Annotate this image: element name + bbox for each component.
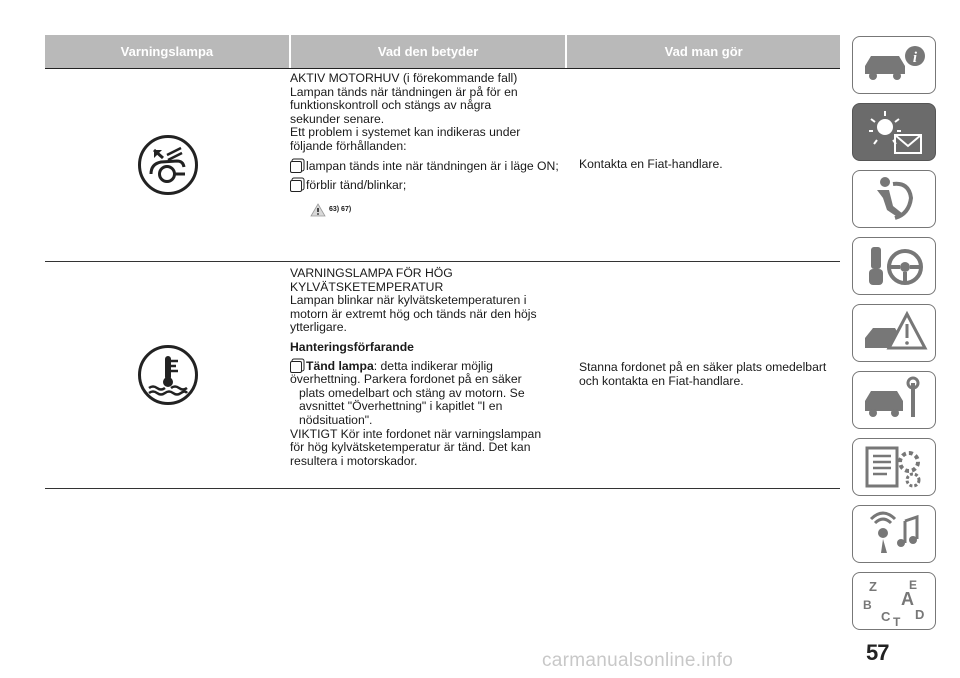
procedure-heading: Hanteringsförfarande: [290, 339, 414, 354]
index-letter: D: [915, 607, 925, 622]
icon-cell: [45, 262, 290, 488]
active-bonnet-warning-icon: [137, 134, 199, 196]
meaning-cell: [290, 262, 566, 488]
list-item: [290, 360, 566, 374]
coolant-temperature-icon: [137, 344, 199, 406]
text-line: funktionskontroll och stängs av några: [290, 98, 492, 113]
text-line: plats omedelbart och stäng av motorn. Se: [299, 385, 525, 400]
header-action: Vad man gör: [664, 44, 743, 59]
text-line: överhettning. Parkera fordonet på en säker: [290, 372, 522, 387]
warning-refs-text: 63) 67): [329, 206, 352, 214]
car-maintenance-icon: [859, 375, 929, 425]
car-info-icon: [859, 42, 929, 88]
index-letter: Z: [869, 579, 877, 594]
lamp-title: VARNINGSLAMPA FÖR HÖG: [290, 266, 453, 280]
text-line: ytterligare.: [290, 320, 347, 335]
watermark: carmanualsonline.info: [542, 650, 734, 671]
bullet-text: förblir tänd/blinkar;: [306, 178, 407, 193]
text-line: avsnittet "Överhettning" i kapitlet "I en: [299, 399, 503, 414]
bullet-rest-text: : detta indikerar möjlig: [373, 358, 493, 373]
tab-starting-driving[interactable]: [852, 237, 936, 295]
action-cell: [566, 262, 840, 488]
tab-maintenance[interactable]: [852, 371, 936, 429]
list-item: [290, 179, 566, 193]
bullet-bold-text: Tänd lampa: [306, 358, 374, 373]
index-az-icon: [859, 575, 929, 627]
page-number: 57: [866, 640, 889, 665]
text-line: Ett problem i systemet kan indikeras under: [290, 125, 521, 140]
lamp-title: KYLVÄTSKETEMPERATUR: [290, 279, 444, 294]
bullet-text: [306, 360, 493, 374]
action-cell: [566, 69, 840, 261]
key-steering-icon: [859, 241, 929, 291]
bullet-text: lampan tänds inte när tändningen är i läge ON;: [306, 158, 559, 173]
header-meaning: Vad den betyder: [291, 35, 568, 68]
text-line: följande förhållanden:: [290, 138, 407, 153]
text-line: motorn är extremt hög och tänds när den höjs: [290, 306, 537, 321]
multimedia-icon: [859, 509, 929, 559]
important-note: VIKTIGT Kör inte fordonet när varningslampan: [290, 426, 542, 441]
svg-text:i: i: [912, 50, 918, 66]
table-row: [45, 262, 840, 489]
index-letter: B: [863, 598, 872, 612]
tab-safety[interactable]: [852, 170, 936, 228]
important-note: resultera i motorskador.: [290, 453, 418, 468]
meaning-cell: [290, 69, 566, 261]
text-line: Lampan tänds när tändningen är på för en: [290, 84, 518, 99]
action-line: Stanna fordonet på en säker plats omedelbart: [579, 360, 827, 375]
tab-car-info[interactable]: [852, 36, 936, 94]
tab-multimedia[interactable]: [852, 505, 936, 563]
tab-index[interactable]: [852, 572, 936, 630]
index-letter: E: [909, 578, 918, 592]
tab-technical-data[interactable]: [852, 438, 936, 496]
action-line: och kontakta en Fiat-handlare.: [579, 374, 744, 388]
header-warning-lamp: Varningslampa: [45, 35, 291, 68]
text-line: nödsituation".: [299, 412, 373, 427]
lamp-title: AKTIV MOTORHUV (i förekommande fall): [290, 71, 518, 85]
text-line: sekunder senare.: [290, 111, 385, 126]
index-letter: C: [881, 609, 891, 624]
warning-triangle-icon: [310, 203, 326, 217]
index-letter: A: [901, 589, 914, 609]
bullet-box-icon: [290, 361, 302, 373]
table-row: [45, 69, 840, 262]
bullet-box-icon: [290, 180, 302, 192]
technical-data-icon: [859, 442, 929, 492]
seat-safety-icon: [859, 174, 929, 224]
tab-emergency[interactable]: [852, 304, 936, 362]
text-line: Lampan blinkar när kylvätsketemperaturen i: [290, 293, 527, 308]
emergency-triangle-icon: [859, 308, 929, 358]
action-text: Kontakta en Fiat-handlare.: [579, 157, 723, 172]
tab-warning-lights[interactable]: [852, 103, 936, 161]
index-letter: T: [893, 615, 901, 627]
icon-cell: [45, 69, 290, 261]
warning-light-message-icon: [859, 107, 929, 157]
warning-references: [290, 203, 566, 217]
important-note: för hög kylvätsketemperatur är tänd. Det kan: [290, 440, 531, 455]
list-item: [290, 160, 566, 174]
table-header: [45, 35, 840, 69]
action-text: [566, 361, 830, 388]
